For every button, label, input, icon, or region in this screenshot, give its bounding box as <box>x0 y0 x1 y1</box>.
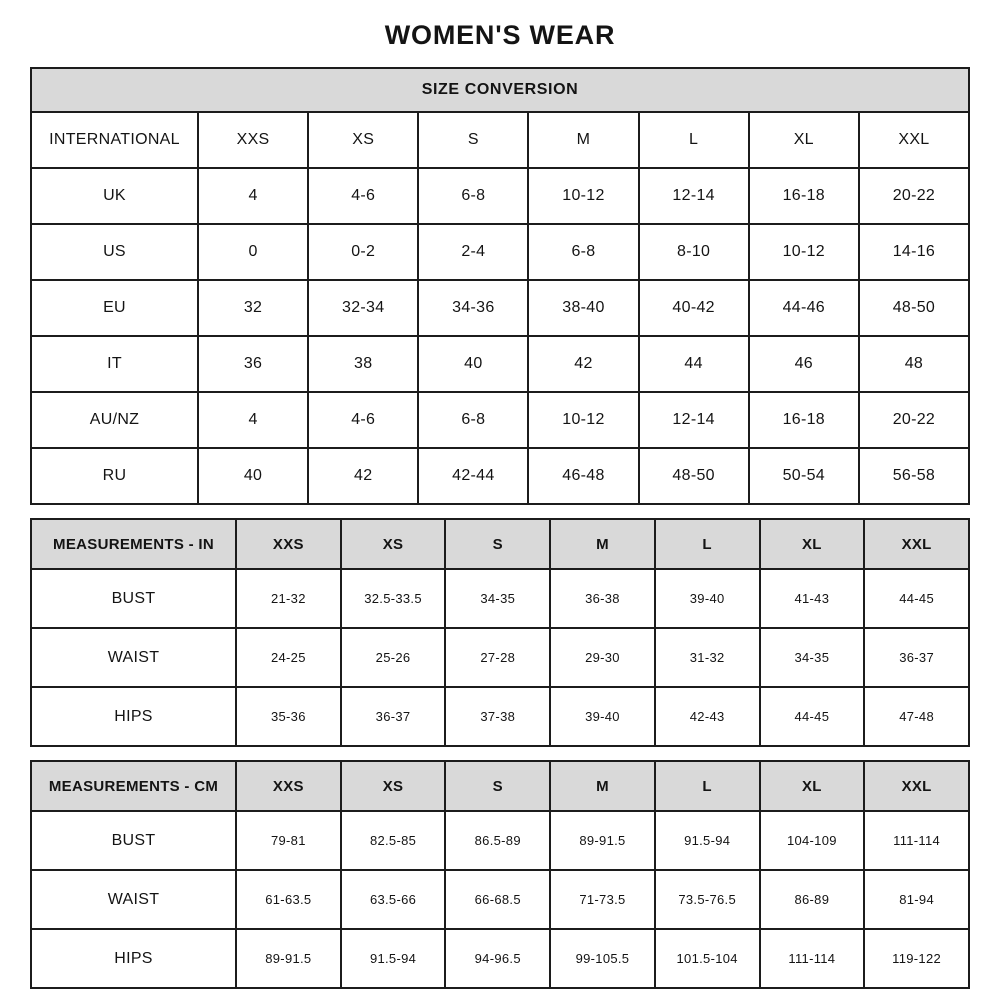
table-cell: 86-89 <box>760 870 865 929</box>
table-cell: 79-81 <box>236 811 341 870</box>
row-label: UK <box>31 168 198 224</box>
table-cell: 44 <box>639 336 749 392</box>
row-label: RU <box>31 448 198 504</box>
table-cell: 8-10 <box>639 224 749 280</box>
table-cell: 16-18 <box>749 392 859 448</box>
table-caption-row <box>31 68 969 112</box>
table-cell: 71-73.5 <box>550 870 655 929</box>
table-cell: 10-12 <box>749 224 859 280</box>
table-cell: 32-34 <box>308 280 418 336</box>
table-cell: 48-50 <box>859 280 969 336</box>
table-cell: 36 <box>198 336 308 392</box>
table-cell: 91.5-94 <box>655 811 760 870</box>
size-conversion-table <box>30 67 970 505</box>
column-header-m: M <box>550 761 655 811</box>
table-cell: 99-105.5 <box>550 929 655 988</box>
column-header-m: M <box>550 519 655 569</box>
table-cell: 48-50 <box>639 448 749 504</box>
column-header-s: S <box>418 112 528 168</box>
table-row-eu <box>31 280 969 336</box>
table-row-bust <box>31 569 969 628</box>
column-header-xl: XL <box>760 519 865 569</box>
table-cell: 34-36 <box>418 280 528 336</box>
table-cell: 29-30 <box>550 628 655 687</box>
measurements-cm-table <box>30 760 970 989</box>
table-cell: 32.5-33.5 <box>341 569 446 628</box>
table-row-us <box>31 224 969 280</box>
table-cell: 39-40 <box>550 687 655 746</box>
table-cell: 27-28 <box>445 628 550 687</box>
table-cell: 12-14 <box>639 168 749 224</box>
table-cell: 40 <box>418 336 528 392</box>
table-cell: 4-6 <box>308 168 418 224</box>
table-cell: 42 <box>528 336 638 392</box>
table-cell: 73.5-76.5 <box>655 870 760 929</box>
table-cell: 89-91.5 <box>550 811 655 870</box>
table-cell: 4 <box>198 168 308 224</box>
table-cell: 42 <box>308 448 418 504</box>
table-cell: 101.5-104 <box>655 929 760 988</box>
table-cell: 37-38 <box>445 687 550 746</box>
table-cell: 31-32 <box>655 628 760 687</box>
row-label: EU <box>31 280 198 336</box>
row-label: BUST <box>31 811 236 870</box>
table-cell: 44-45 <box>864 569 969 628</box>
table-cell: 34-35 <box>760 628 865 687</box>
table-cell: 32 <box>198 280 308 336</box>
column-header-xxl: XXL <box>864 761 969 811</box>
table-header-row <box>31 761 969 811</box>
row-label: IT <box>31 336 198 392</box>
size-conversion-title: SIZE CONVERSION <box>31 68 969 112</box>
row-label: HIPS <box>31 929 236 988</box>
column-header-xl: XL <box>760 761 865 811</box>
row-label: HIPS <box>31 687 236 746</box>
measurements-in-table <box>30 518 970 747</box>
table-cell: 25-26 <box>341 628 446 687</box>
row-label: WAIST <box>31 628 236 687</box>
row-label: WAIST <box>31 870 236 929</box>
page-title: WOMEN'S WEAR <box>384 20 616 50</box>
table-cell: 44-46 <box>749 280 859 336</box>
table-cell: 38 <box>308 336 418 392</box>
table-cell: 42-44 <box>418 448 528 504</box>
column-header-xxs: XXS <box>236 519 341 569</box>
table-cell: 36-38 <box>550 569 655 628</box>
table-row-uk <box>31 168 969 224</box>
table-cell: 89-91.5 <box>236 929 341 988</box>
table-cell: 41-43 <box>760 569 865 628</box>
table-row-waist <box>31 870 969 929</box>
column-header-s: S <box>445 519 550 569</box>
row-label: US <box>31 224 198 280</box>
table-cell: 20-22 <box>859 392 969 448</box>
column-header-xxl: XXL <box>859 112 969 168</box>
table-cell: 39-40 <box>655 569 760 628</box>
table-cell: 66-68.5 <box>445 870 550 929</box>
table-cell: 82.5-85 <box>341 811 446 870</box>
table-cell: 50-54 <box>749 448 859 504</box>
table-cell: 16-18 <box>749 168 859 224</box>
table-cell: 111-114 <box>864 811 969 870</box>
table-cell: 21-32 <box>236 569 341 628</box>
table-row-hips <box>31 929 969 988</box>
table-cell: 24-25 <box>236 628 341 687</box>
table-cell: 2-4 <box>418 224 528 280</box>
table-row-ru <box>31 448 969 504</box>
column-header-l: L <box>655 519 760 569</box>
table-cell: 47-48 <box>864 687 969 746</box>
table-cell: 36-37 <box>864 628 969 687</box>
row-label: AU/NZ <box>31 392 198 448</box>
table-cell: 91.5-94 <box>341 929 446 988</box>
table-cell: 56-58 <box>859 448 969 504</box>
table-cell: 94-96.5 <box>445 929 550 988</box>
table-cell: 10-12 <box>528 392 638 448</box>
table-cell: 86.5-89 <box>445 811 550 870</box>
table-cell: 36-37 <box>341 687 446 746</box>
column-header-s: S <box>445 761 550 811</box>
table-cell: 6-8 <box>418 168 528 224</box>
table-cell: 0 <box>198 224 308 280</box>
table-cell: 111-114 <box>760 929 865 988</box>
table-cell: 4-6 <box>308 392 418 448</box>
column-header-xs: XS <box>341 519 446 569</box>
table-row-waist <box>31 628 969 687</box>
table-cell: 6-8 <box>418 392 528 448</box>
table-cell: 40-42 <box>639 280 749 336</box>
table-cell: 34-35 <box>445 569 550 628</box>
table-row-it <box>31 336 969 392</box>
table-header-row <box>31 112 969 168</box>
table-row-hips <box>31 687 969 746</box>
table-cell: 46-48 <box>528 448 638 504</box>
table-cell: 44-45 <box>760 687 865 746</box>
table-cell: 12-14 <box>639 392 749 448</box>
column-header-xs: XS <box>308 112 418 168</box>
table-cell: 104-109 <box>760 811 865 870</box>
table-header-row <box>31 519 969 569</box>
table-cell: 40 <box>198 448 308 504</box>
column-header-m: M <box>528 112 638 168</box>
column-header-l: L <box>655 761 760 811</box>
table-cell: 46 <box>749 336 859 392</box>
measurements-cm-title: MEASUREMENTS - CM <box>31 761 236 811</box>
table-cell: 119-122 <box>864 929 969 988</box>
column-header-xxs: XXS <box>198 112 308 168</box>
table-cell: 6-8 <box>528 224 638 280</box>
table-cell: 63.5-66 <box>341 870 446 929</box>
table-cell: 10-12 <box>528 168 638 224</box>
column-header-xs: XS <box>341 761 446 811</box>
table-row-aunz <box>31 392 969 448</box>
table-cell: 14-16 <box>859 224 969 280</box>
table-cell: 4 <box>198 392 308 448</box>
measurements-in-title: MEASUREMENTS - IN <box>31 519 236 569</box>
table-cell: 0-2 <box>308 224 418 280</box>
table-row-bust <box>31 811 969 870</box>
table-cell: 20-22 <box>859 168 969 224</box>
column-header-xxs: XXS <box>236 761 341 811</box>
row-label: BUST <box>31 569 236 628</box>
table-cell: 38-40 <box>528 280 638 336</box>
table-cell: 48 <box>859 336 969 392</box>
table-cell: 81-94 <box>864 870 969 929</box>
table-cell: 35-36 <box>236 687 341 746</box>
column-header-xxl: XXL <box>864 519 969 569</box>
column-header-international: INTERNATIONAL <box>31 112 198 168</box>
column-header-xl: XL <box>749 112 859 168</box>
column-header-l: L <box>639 112 749 168</box>
table-cell: 61-63.5 <box>236 870 341 929</box>
table-cell: 42-43 <box>655 687 760 746</box>
